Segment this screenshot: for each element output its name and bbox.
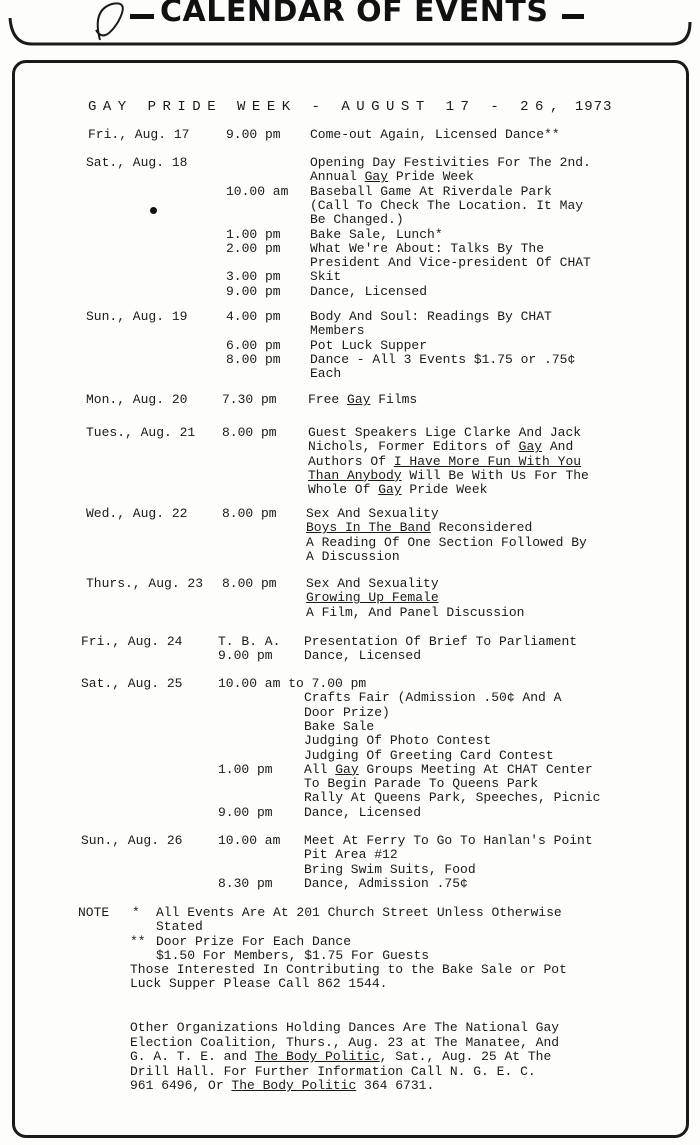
event-description: Members (310, 323, 365, 339)
event-description: Annual Gay Pride Week (310, 169, 474, 185)
event-time: 8.00 pm (222, 576, 277, 591)
note-label: NOTE (78, 905, 110, 920)
event-description: Each (310, 366, 342, 382)
event-time: T. B. A. (218, 634, 281, 649)
event-description: Guest Speakers Lige Clarke And Jack (308, 425, 582, 440)
day-label: Wed., Aug. 22 (86, 506, 188, 521)
day-label: Fri., Aug. 24 (81, 634, 183, 649)
event-time: 9.00 pm (226, 127, 281, 142)
event-description: A Discussion (306, 548, 400, 564)
underlined-title: Gay (347, 392, 371, 407)
underlined-title: Growing Up Female (306, 590, 439, 606)
event-description: Judging Of Photo Contest (304, 733, 492, 749)
event-time: 9.00 pm (226, 283, 281, 299)
page-title (88, 99, 612, 115)
event-time: 9.00 pm (218, 804, 273, 820)
note-star: ** (130, 933, 146, 949)
underlined-title: I Have More Fun With You (393, 453, 582, 469)
paperclip-icon (96, 3, 123, 40)
event-description: Dance, Admission .75¢ (304, 875, 468, 891)
underlined-title: Gay (364, 169, 389, 185)
event-description: Be Changed.) (310, 212, 404, 228)
underlined-title: Gay (518, 439, 543, 455)
note-text: Those Interested In Contributing to the Bake Sale or Pot (130, 962, 567, 978)
title-year: 1973 (574, 99, 613, 115)
event-description: Come-out Again, Licensed Dance** (310, 127, 560, 142)
underlined-title: Gay (378, 482, 402, 498)
event-description: Bring Swim Suits, Food (304, 861, 476, 877)
day-label: Sat., Aug. 18 (86, 155, 188, 170)
ink-dot (150, 207, 157, 214)
event-time: 10.00 am (226, 183, 289, 199)
banner-dash-right (562, 14, 584, 19)
event-time: 4.00 pm (226, 309, 281, 324)
note-text: Door Prize For Each Dance (156, 933, 352, 949)
event-description: Free Gay Films (308, 392, 418, 407)
event-description: Nichols, Former Editors of Gay And (308, 439, 574, 455)
banner-dash-left (130, 14, 154, 19)
event-description: Dance, Licensed (304, 804, 422, 820)
underlined-title: Than Anybody (308, 467, 402, 483)
note-text: Luck Supper Please Call 862 1544. (130, 976, 388, 992)
event-time: 1.00 pm (226, 226, 281, 242)
event-time: 1.00 pm (218, 761, 273, 777)
event-description: What We're About: Talks By The (310, 240, 545, 256)
note-text: Stated (156, 919, 203, 935)
event-description: Door Prize) (304, 704, 390, 720)
event-time: 7.30 pm (222, 392, 277, 407)
event-description: Baseball Game At Riverdale Park (310, 183, 552, 199)
event-time: 3.00 pm (226, 269, 281, 285)
event-description: (Call To Check The Location. It May (310, 197, 584, 213)
day-label: Sun., Aug. 26 (81, 833, 183, 848)
event-description: All Gay Groups Meeting At CHAT Center (304, 761, 593, 777)
note-text: All Events Are At 201 Church Street Unless Otherwise (156, 905, 562, 920)
underlined-title: Boys In The Band (306, 520, 431, 536)
event-description: President And Vice-president Of CHAT (310, 255, 591, 271)
underlined-title: Gay (335, 761, 359, 777)
event-description: Sex And Sexuality (306, 506, 439, 521)
event-description: Sex And Sexuality (306, 576, 439, 591)
event-time: 8.30 pm (218, 875, 273, 891)
event-description (306, 591, 626, 605)
event-description: Opening Day Festivities For The 2nd. (310, 155, 591, 170)
event-time: 2.00 pm (226, 240, 281, 256)
note-star: * (132, 905, 140, 920)
event-time: 10.00 am to 7.00 pm (218, 676, 367, 691)
day-label: Sun., Aug. 19 (86, 309, 188, 324)
event-description: Crafts Fair (Admission .50¢ And A (304, 690, 562, 706)
event-description: Dance, Licensed (310, 283, 428, 299)
event-time: 8.00 pm (222, 506, 277, 521)
day-label: Mon., Aug. 20 (86, 392, 188, 407)
event-description: Whole Of Gay Pride Week (308, 482, 488, 498)
day-label: Sat., Aug. 25 (81, 676, 183, 691)
day-label: Tues., Aug. 21 (86, 425, 196, 440)
event-description: A Film, And Panel Discussion (306, 604, 525, 620)
event-time: 6.00 pm (226, 337, 281, 353)
other-organizations: Other Organizations Holding Dances Are The National Gay Election Coalition, Thurs., Aug. 23 at The Manatee, And G. A. T. E. and The Body Politic, Sat., Aug. 25 At The Drill Hall. For Further Information Call N. G. E. C. 961 6496, Or The Body Politic 364 6731. (130, 1020, 560, 1094)
event-description: Judging Of Greeting Card Contest (304, 747, 554, 763)
event-description: Than Anybody Will Be With Us For The (308, 467, 589, 483)
underlined-title: The Body Politic (254, 1049, 380, 1065)
event-description: Dance, Licensed (304, 648, 422, 664)
event-description: Presentation Of Brief To Parliament (304, 634, 578, 649)
event-description: Bake Sale, Lunch* (310, 226, 443, 242)
event-description: Body And Soul: Readings By CHAT (310, 309, 552, 324)
title-text: GAY PRIDE WEEK - AUGUST 17 - 26, (88, 99, 565, 115)
event-description: Authors Of I Have More Fun With You (308, 453, 582, 469)
event-time: 8.00 pm (226, 351, 281, 367)
notes-section (78, 906, 638, 992)
event-description: Boys In The Band Reconsidered (306, 520, 533, 536)
banner (0, 0, 700, 52)
event-time: 8.00 pm (222, 425, 277, 440)
event-description: Dance - All 3 Events $1.75 or .75¢ (310, 351, 576, 367)
event-time: 9.00 pm (218, 648, 273, 664)
banner-title: CALENDAR OF EVENTS (160, 0, 549, 29)
day-label: Thurs., Aug. 23 (86, 576, 204, 591)
event-description: Rally At Queens Park, Speeches, Picnic (304, 790, 601, 806)
event-description: Pit Area #12 (304, 847, 398, 863)
event-description: Skit (310, 269, 342, 285)
event-description: A Reading Of One Section Followed By (306, 534, 587, 550)
event-description: Meet At Ferry To Go To Hanlan's Point (304, 833, 593, 848)
event-description: Pot Luck Supper (310, 337, 428, 353)
event-time: 10.00 am (218, 833, 281, 848)
event-description: Bake Sale (304, 718, 375, 734)
underlined-title: The Body Politic (231, 1078, 357, 1094)
day-label: Fri., Aug. 17 (88, 127, 190, 142)
note-text: $1.50 For Members, $1.75 For Guests (156, 947, 430, 963)
event-description: To Begin Parade To Queens Park (304, 776, 539, 792)
